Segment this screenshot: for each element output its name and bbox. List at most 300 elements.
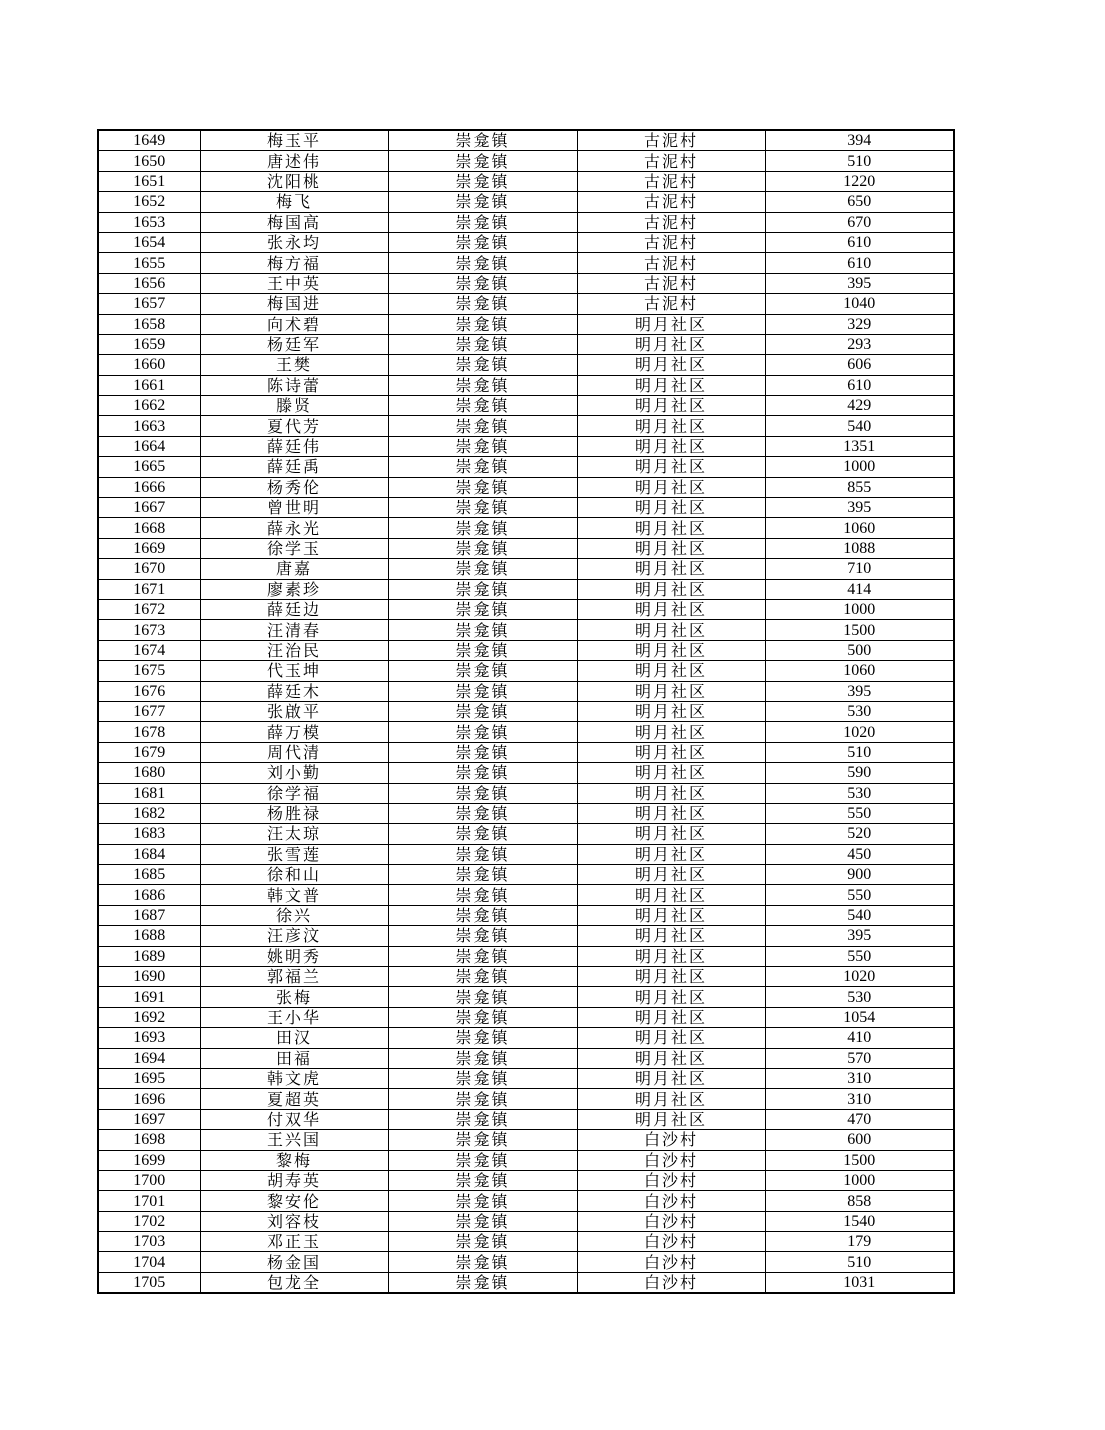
table-row [98, 130, 954, 151]
row-number-cell: 1672 [98, 599, 200, 619]
table-row [98, 1232, 954, 1252]
amount-cell: 1351 [765, 436, 954, 456]
town-cell: 崇龛镇 [388, 681, 577, 701]
town-cell: 崇龛镇 [388, 1007, 577, 1027]
amount-cell: 1020 [765, 722, 954, 742]
name-cell: 姚明秀 [200, 946, 388, 966]
town-cell: 崇龛镇 [388, 375, 577, 395]
amount-cell: 310 [765, 1068, 954, 1088]
table-row [98, 987, 954, 1007]
name-cell: 田福 [200, 1048, 388, 1068]
row-number-cell: 1704 [98, 1252, 200, 1272]
table-row [98, 803, 954, 823]
village-cell: 白沙村 [577, 1211, 765, 1231]
amount-cell: 606 [765, 355, 954, 375]
name-cell: 薛万模 [200, 722, 388, 742]
town-cell: 崇龛镇 [388, 1170, 577, 1190]
village-cell: 明月社区 [577, 1028, 765, 1048]
table-row [98, 1130, 954, 1150]
table-row [98, 885, 954, 905]
amount-cell: 540 [765, 905, 954, 925]
row-number-cell: 1651 [98, 171, 200, 191]
row-number-cell: 1661 [98, 375, 200, 395]
amount-cell: 1220 [765, 171, 954, 191]
village-cell: 明月社区 [577, 824, 765, 844]
row-number-cell: 1695 [98, 1068, 200, 1088]
table-row [98, 905, 954, 925]
town-cell: 崇龛镇 [388, 1109, 577, 1129]
amount-cell: 310 [765, 1089, 954, 1109]
row-number-cell: 1702 [98, 1211, 200, 1231]
row-number-cell: 1665 [98, 457, 200, 477]
village-cell: 明月社区 [577, 599, 765, 619]
village-cell: 古泥村 [577, 273, 765, 293]
row-number-cell: 1681 [98, 783, 200, 803]
table-row [98, 1007, 954, 1027]
row-number-cell: 1674 [98, 640, 200, 660]
name-cell: 汪治民 [200, 640, 388, 660]
table-row [98, 1028, 954, 1048]
amount-cell: 179 [765, 1232, 954, 1252]
table-row [98, 253, 954, 273]
amount-cell: 394 [765, 130, 954, 151]
town-cell: 崇龛镇 [388, 192, 577, 212]
town-cell: 崇龛镇 [388, 1150, 577, 1170]
table-row [98, 314, 954, 334]
row-number-cell: 1687 [98, 905, 200, 925]
name-cell: 王兴国 [200, 1130, 388, 1150]
town-cell: 崇龛镇 [388, 844, 577, 864]
village-cell: 明月社区 [577, 701, 765, 721]
row-number-cell: 1671 [98, 579, 200, 599]
town-cell: 崇龛镇 [388, 314, 577, 334]
row-number-cell: 1693 [98, 1028, 200, 1048]
table-row [98, 518, 954, 538]
row-number-cell: 1657 [98, 294, 200, 314]
table-row [98, 1272, 954, 1293]
village-cell: 明月社区 [577, 375, 765, 395]
name-cell: 汪太琼 [200, 824, 388, 844]
row-number-cell: 1683 [98, 824, 200, 844]
table-row [98, 722, 954, 742]
table-row [98, 294, 954, 314]
table-row [98, 151, 954, 171]
name-cell: 王樊 [200, 355, 388, 375]
amount-cell: 395 [765, 498, 954, 518]
table-row [98, 477, 954, 497]
row-number-cell: 1700 [98, 1170, 200, 1190]
table-row [98, 824, 954, 844]
table-row [98, 681, 954, 701]
village-cell: 明月社区 [577, 396, 765, 416]
village-cell: 明月社区 [577, 538, 765, 558]
name-cell: 包龙全 [200, 1272, 388, 1293]
village-cell: 古泥村 [577, 192, 765, 212]
town-cell: 崇龛镇 [388, 355, 577, 375]
table-row [98, 396, 954, 416]
town-cell: 崇龛镇 [388, 865, 577, 885]
row-number-cell: 1682 [98, 803, 200, 823]
amount-cell: 600 [765, 1130, 954, 1150]
table-row [98, 192, 954, 212]
village-cell: 明月社区 [577, 1007, 765, 1027]
town-cell: 崇龛镇 [388, 559, 577, 579]
table-row [98, 661, 954, 681]
row-number-cell: 1656 [98, 273, 200, 293]
amount-cell: 610 [765, 253, 954, 273]
town-cell: 崇龛镇 [388, 538, 577, 558]
table-row [98, 742, 954, 762]
table-row [98, 375, 954, 395]
town-cell: 崇龛镇 [388, 905, 577, 925]
table-row [98, 498, 954, 518]
row-number-cell: 1686 [98, 885, 200, 905]
village-cell: 明月社区 [577, 885, 765, 905]
amount-cell: 410 [765, 1028, 954, 1048]
village-cell: 明月社区 [577, 1089, 765, 1109]
name-cell: 杨胜禄 [200, 803, 388, 823]
town-cell: 崇龛镇 [388, 640, 577, 660]
row-number-cell: 1689 [98, 946, 200, 966]
name-cell: 薛廷木 [200, 681, 388, 701]
table-row [98, 355, 954, 375]
row-number-cell: 1664 [98, 436, 200, 456]
name-cell: 黎安伦 [200, 1191, 388, 1211]
amount-cell: 500 [765, 640, 954, 660]
town-cell: 崇龛镇 [388, 1048, 577, 1068]
town-cell: 崇龛镇 [388, 436, 577, 456]
table-row [98, 1191, 954, 1211]
table-row [98, 538, 954, 558]
row-number-cell: 1660 [98, 355, 200, 375]
name-cell: 郭福兰 [200, 967, 388, 987]
town-cell: 崇龛镇 [388, 1232, 577, 1252]
row-number-cell: 1680 [98, 763, 200, 783]
village-cell: 明月社区 [577, 1068, 765, 1088]
row-number-cell: 1675 [98, 661, 200, 681]
name-cell: 梅国高 [200, 212, 388, 232]
table-row [98, 701, 954, 721]
name-cell: 汪清春 [200, 620, 388, 640]
name-cell: 沈阳桃 [200, 171, 388, 191]
table-row [98, 559, 954, 579]
amount-cell: 1060 [765, 518, 954, 538]
name-cell: 薛永光 [200, 518, 388, 538]
table-row [98, 416, 954, 436]
name-cell: 黎梅 [200, 1150, 388, 1170]
amount-cell: 414 [765, 579, 954, 599]
name-cell: 薛廷伟 [200, 436, 388, 456]
town-cell: 崇龛镇 [388, 1272, 577, 1293]
amount-cell: 855 [765, 477, 954, 497]
village-cell: 古泥村 [577, 294, 765, 314]
table-row [98, 1068, 954, 1088]
row-number-cell: 1673 [98, 620, 200, 640]
town-cell: 崇龛镇 [388, 498, 577, 518]
row-number-cell: 1697 [98, 1109, 200, 1129]
village-cell: 古泥村 [577, 253, 765, 273]
row-number-cell: 1705 [98, 1272, 200, 1293]
amount-cell: 1500 [765, 1150, 954, 1170]
village-cell: 白沙村 [577, 1150, 765, 1170]
name-cell: 胡寿英 [200, 1170, 388, 1190]
name-cell: 梅方福 [200, 253, 388, 273]
amount-cell: 510 [765, 1252, 954, 1272]
town-cell: 崇龛镇 [388, 1191, 577, 1211]
name-cell: 杨秀伦 [200, 477, 388, 497]
row-number-cell: 1703 [98, 1232, 200, 1252]
name-cell: 徐学福 [200, 783, 388, 803]
village-cell: 白沙村 [577, 1130, 765, 1150]
village-cell: 古泥村 [577, 232, 765, 252]
row-number-cell: 1679 [98, 742, 200, 762]
amount-cell: 590 [765, 763, 954, 783]
amount-cell: 395 [765, 926, 954, 946]
name-cell: 代玉坤 [200, 661, 388, 681]
name-cell: 唐述伟 [200, 151, 388, 171]
amount-cell: 530 [765, 783, 954, 803]
row-number-cell: 1691 [98, 987, 200, 1007]
amount-cell: 540 [765, 416, 954, 436]
name-cell: 夏超英 [200, 1089, 388, 1109]
town-cell: 崇龛镇 [388, 171, 577, 191]
village-cell: 明月社区 [577, 498, 765, 518]
village-cell: 古泥村 [577, 212, 765, 232]
village-cell: 明月社区 [577, 967, 765, 987]
village-cell: 明月社区 [577, 457, 765, 477]
town-cell: 崇龛镇 [388, 620, 577, 640]
row-number-cell: 1668 [98, 518, 200, 538]
amount-cell: 1020 [765, 967, 954, 987]
amount-cell: 710 [765, 559, 954, 579]
table-row [98, 620, 954, 640]
table-row [98, 579, 954, 599]
village-cell: 明月社区 [577, 436, 765, 456]
name-cell: 梅玉平 [200, 130, 388, 151]
table-row [98, 1109, 954, 1129]
town-cell: 崇龛镇 [388, 579, 577, 599]
table-row [98, 1048, 954, 1068]
town-cell: 崇龛镇 [388, 416, 577, 436]
row-number-cell: 1649 [98, 130, 200, 151]
row-number-cell: 1654 [98, 232, 200, 252]
village-cell: 明月社区 [577, 518, 765, 538]
row-number-cell: 1692 [98, 1007, 200, 1027]
table-row [98, 946, 954, 966]
row-number-cell: 1699 [98, 1150, 200, 1170]
table-row [98, 1170, 954, 1190]
amount-cell: 1000 [765, 457, 954, 477]
village-cell: 明月社区 [577, 1048, 765, 1068]
row-number-cell: 1685 [98, 865, 200, 885]
row-number-cell: 1701 [98, 1191, 200, 1211]
table-row [98, 334, 954, 354]
amount-cell: 450 [765, 844, 954, 864]
name-cell: 张梅 [200, 987, 388, 1007]
name-cell: 刘小勤 [200, 763, 388, 783]
name-cell: 田汉 [200, 1028, 388, 1048]
row-number-cell: 1678 [98, 722, 200, 742]
row-number-cell: 1653 [98, 212, 200, 232]
row-number-cell: 1696 [98, 1089, 200, 1109]
name-cell: 向术碧 [200, 314, 388, 334]
table-row [98, 599, 954, 619]
table-row [98, 232, 954, 252]
town-cell: 崇龛镇 [388, 926, 577, 946]
village-cell: 明月社区 [577, 803, 765, 823]
town-cell: 崇龛镇 [388, 1089, 577, 1109]
row-number-cell: 1666 [98, 477, 200, 497]
amount-cell: 510 [765, 742, 954, 762]
amount-cell: 1040 [765, 294, 954, 314]
amount-cell: 610 [765, 375, 954, 395]
name-cell: 梅飞 [200, 192, 388, 212]
village-cell: 明月社区 [577, 477, 765, 497]
town-cell: 崇龛镇 [388, 803, 577, 823]
village-cell: 古泥村 [577, 130, 765, 151]
amount-cell: 1088 [765, 538, 954, 558]
village-cell: 明月社区 [577, 355, 765, 375]
village-cell: 明月社区 [577, 742, 765, 762]
name-cell: 杨金国 [200, 1252, 388, 1272]
name-cell: 徐学玉 [200, 538, 388, 558]
table-row [98, 212, 954, 232]
village-cell: 白沙村 [577, 1232, 765, 1252]
town-cell: 崇龛镇 [388, 212, 577, 232]
town-cell: 崇龛镇 [388, 294, 577, 314]
town-cell: 崇龛镇 [388, 1211, 577, 1231]
amount-cell: 650 [765, 192, 954, 212]
row-number-cell: 1694 [98, 1048, 200, 1068]
name-cell: 徐兴 [200, 905, 388, 925]
row-number-cell: 1658 [98, 314, 200, 334]
amount-cell: 1031 [765, 1272, 954, 1293]
row-number-cell: 1662 [98, 396, 200, 416]
amount-cell: 530 [765, 987, 954, 1007]
town-cell: 崇龛镇 [388, 967, 577, 987]
row-number-cell: 1684 [98, 844, 200, 864]
town-cell: 崇龛镇 [388, 701, 577, 721]
name-cell: 夏代芳 [200, 416, 388, 436]
amount-cell: 395 [765, 273, 954, 293]
town-cell: 崇龛镇 [388, 824, 577, 844]
table-row [98, 436, 954, 456]
table-row [98, 926, 954, 946]
town-cell: 崇龛镇 [388, 599, 577, 619]
amount-cell: 1540 [765, 1211, 954, 1231]
village-cell: 白沙村 [577, 1252, 765, 1272]
village-cell: 明月社区 [577, 865, 765, 885]
town-cell: 崇龛镇 [388, 477, 577, 497]
table-row [98, 1150, 954, 1170]
town-cell: 崇龛镇 [388, 763, 577, 783]
town-cell: 崇龛镇 [388, 334, 577, 354]
row-number-cell: 1663 [98, 416, 200, 436]
town-cell: 崇龛镇 [388, 130, 577, 151]
amount-cell: 550 [765, 885, 954, 905]
name-cell: 曾世明 [200, 498, 388, 518]
town-cell: 崇龛镇 [388, 742, 577, 762]
table-row [98, 1211, 954, 1231]
name-cell: 滕贤 [200, 396, 388, 416]
amount-cell: 293 [765, 334, 954, 354]
row-number-cell: 1676 [98, 681, 200, 701]
town-cell: 崇龛镇 [388, 946, 577, 966]
table-row [98, 457, 954, 477]
town-cell: 崇龛镇 [388, 396, 577, 416]
row-number-cell: 1688 [98, 926, 200, 946]
town-cell: 崇龛镇 [388, 457, 577, 477]
village-cell: 明月社区 [577, 987, 765, 1007]
town-cell: 崇龛镇 [388, 232, 577, 252]
amount-cell: 395 [765, 681, 954, 701]
village-cell: 明月社区 [577, 661, 765, 681]
name-cell: 韩文虎 [200, 1068, 388, 1088]
town-cell: 崇龛镇 [388, 1130, 577, 1150]
amount-cell: 670 [765, 212, 954, 232]
village-cell: 白沙村 [577, 1170, 765, 1190]
village-cell: 明月社区 [577, 334, 765, 354]
table-row [98, 844, 954, 864]
village-cell: 明月社区 [577, 559, 765, 579]
amount-cell: 550 [765, 946, 954, 966]
amount-cell: 510 [765, 151, 954, 171]
village-cell: 明月社区 [577, 946, 765, 966]
name-cell: 徐和山 [200, 865, 388, 885]
row-number-cell: 1655 [98, 253, 200, 273]
name-cell: 付双华 [200, 1109, 388, 1129]
row-number-cell: 1670 [98, 559, 200, 579]
table-row [98, 865, 954, 885]
name-cell: 王中英 [200, 273, 388, 293]
name-cell: 周代清 [200, 742, 388, 762]
table-row [98, 1252, 954, 1272]
amount-cell: 1054 [765, 1007, 954, 1027]
row-number-cell: 1667 [98, 498, 200, 518]
village-cell: 明月社区 [577, 844, 765, 864]
town-cell: 崇龛镇 [388, 783, 577, 803]
town-cell: 崇龛镇 [388, 1028, 577, 1048]
table-row [98, 783, 954, 803]
town-cell: 崇龛镇 [388, 253, 577, 273]
village-cell: 明月社区 [577, 1109, 765, 1129]
amount-cell: 1060 [765, 661, 954, 681]
amount-cell: 610 [765, 232, 954, 252]
name-cell: 汪彦汶 [200, 926, 388, 946]
village-cell: 白沙村 [577, 1191, 765, 1211]
village-cell: 明月社区 [577, 640, 765, 660]
table-row [98, 640, 954, 660]
amount-cell: 570 [765, 1048, 954, 1068]
name-cell: 张啟平 [200, 701, 388, 721]
amount-cell: 858 [765, 1191, 954, 1211]
name-cell: 韩文普 [200, 885, 388, 905]
name-cell: 张永均 [200, 232, 388, 252]
table-row [98, 171, 954, 191]
town-cell: 崇龛镇 [388, 722, 577, 742]
amount-cell: 429 [765, 396, 954, 416]
row-number-cell: 1669 [98, 538, 200, 558]
town-cell: 崇龛镇 [388, 1252, 577, 1272]
name-cell: 唐嘉 [200, 559, 388, 579]
village-cell: 明月社区 [577, 926, 765, 946]
village-cell: 明月社区 [577, 681, 765, 701]
amount-cell: 1000 [765, 1170, 954, 1190]
village-cell: 明月社区 [577, 579, 765, 599]
town-cell: 崇龛镇 [388, 885, 577, 905]
name-cell: 陈诗蕾 [200, 375, 388, 395]
village-cell: 明月社区 [577, 783, 765, 803]
